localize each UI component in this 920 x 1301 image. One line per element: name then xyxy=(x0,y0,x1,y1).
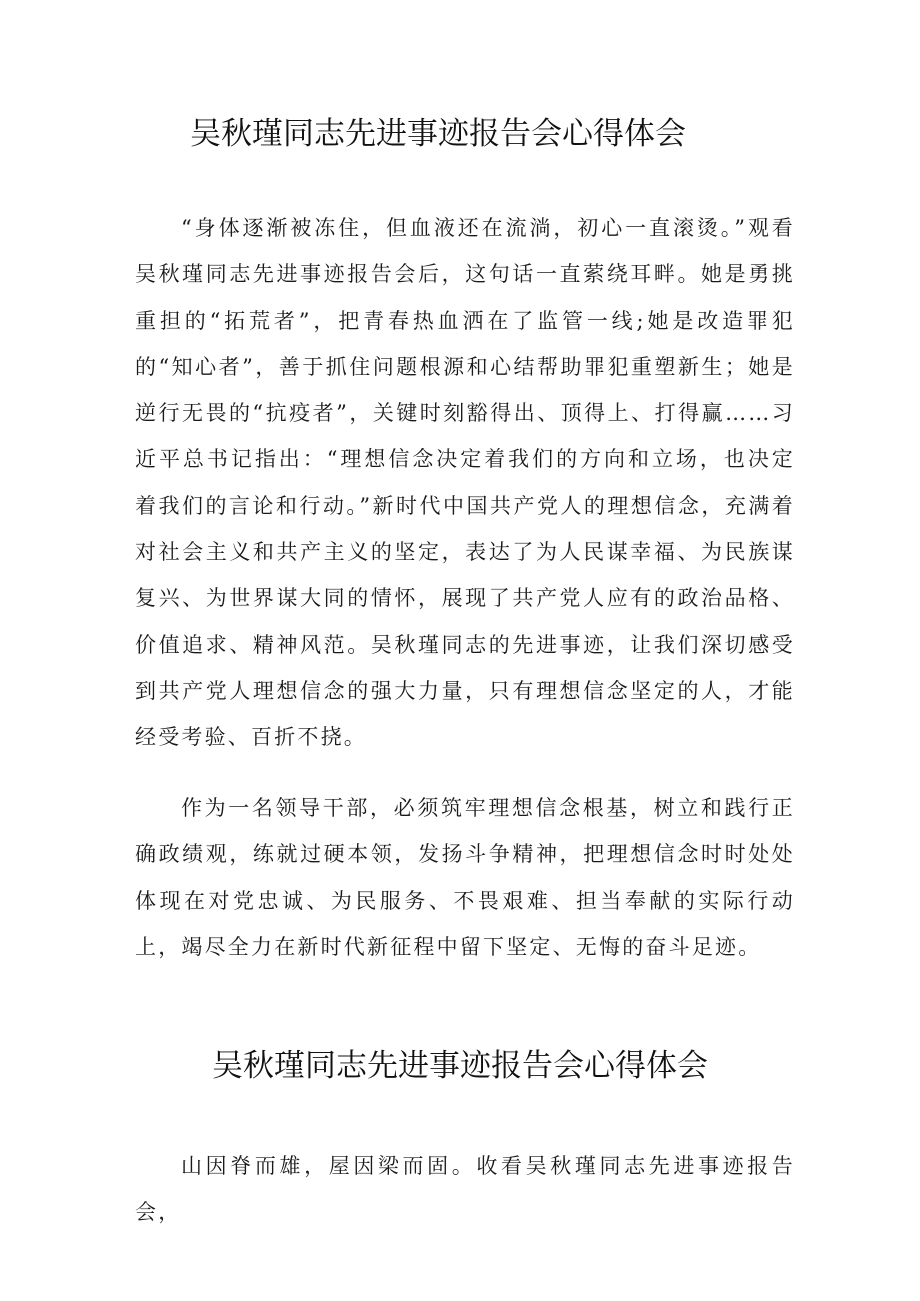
section-1-paragraph-1: “身体逐渐被冻住，但血液还在流淌，初心一直滚烫。”观看吴秋瑾同志先进事迹报告会后，这句话一直萦绕耳畔。她是勇挑重担的“拓荒者”，把青春热血洒在了监管一线;她是改造罪犯的“知心者”，善于抓住问题根源和心结帮助罪犯重塑新生；她是逆行无畏的“抗疫者”，关键时刻豁得出、顶得上、打得赢……习近平总书记指出：“理想信念决定着我们的方向和立场，也决定着我们的言论和行动。”新时代中国共产党人的理想信念，充满着对社会主义和共产主义的坚定，表达了为人民谋幸福、为民族谋复兴、为世界谋大同的情怀，展现了共产党人应有的政治品格、价值追求、精神风范。吴秋瑾同志的先进事迹，让我们深切感受到共产党人理想信念的强大力量，只有理想信念坚定的人，才能经受考验、百折不挠。 xyxy=(135,216,795,750)
section-1-paragraph-2: 作为一名领导干部，必须筑牢理想信念根基，树立和践行正确政绩观，练就过硬本领，发扬斗争精神，把理想信念时时处处体现在对党忠诚、为民服务、不畏艰难、担当奉献的实际行动上，竭尽全力在新时代新征程中留下坚定、无悔的奋斗足迹。 xyxy=(135,796,795,959)
section-title-1: 吴秋瑾同志先进事迹报告会心得体会 xyxy=(190,116,686,152)
section-2-paragraph-1: 山因脊而雄，屋因梁而固。收看吴秋瑾同志先进事迹报告会， xyxy=(135,1154,795,1225)
section-title-2: 吴秋瑾同志先进事迹报告会心得体会 xyxy=(212,1048,708,1084)
